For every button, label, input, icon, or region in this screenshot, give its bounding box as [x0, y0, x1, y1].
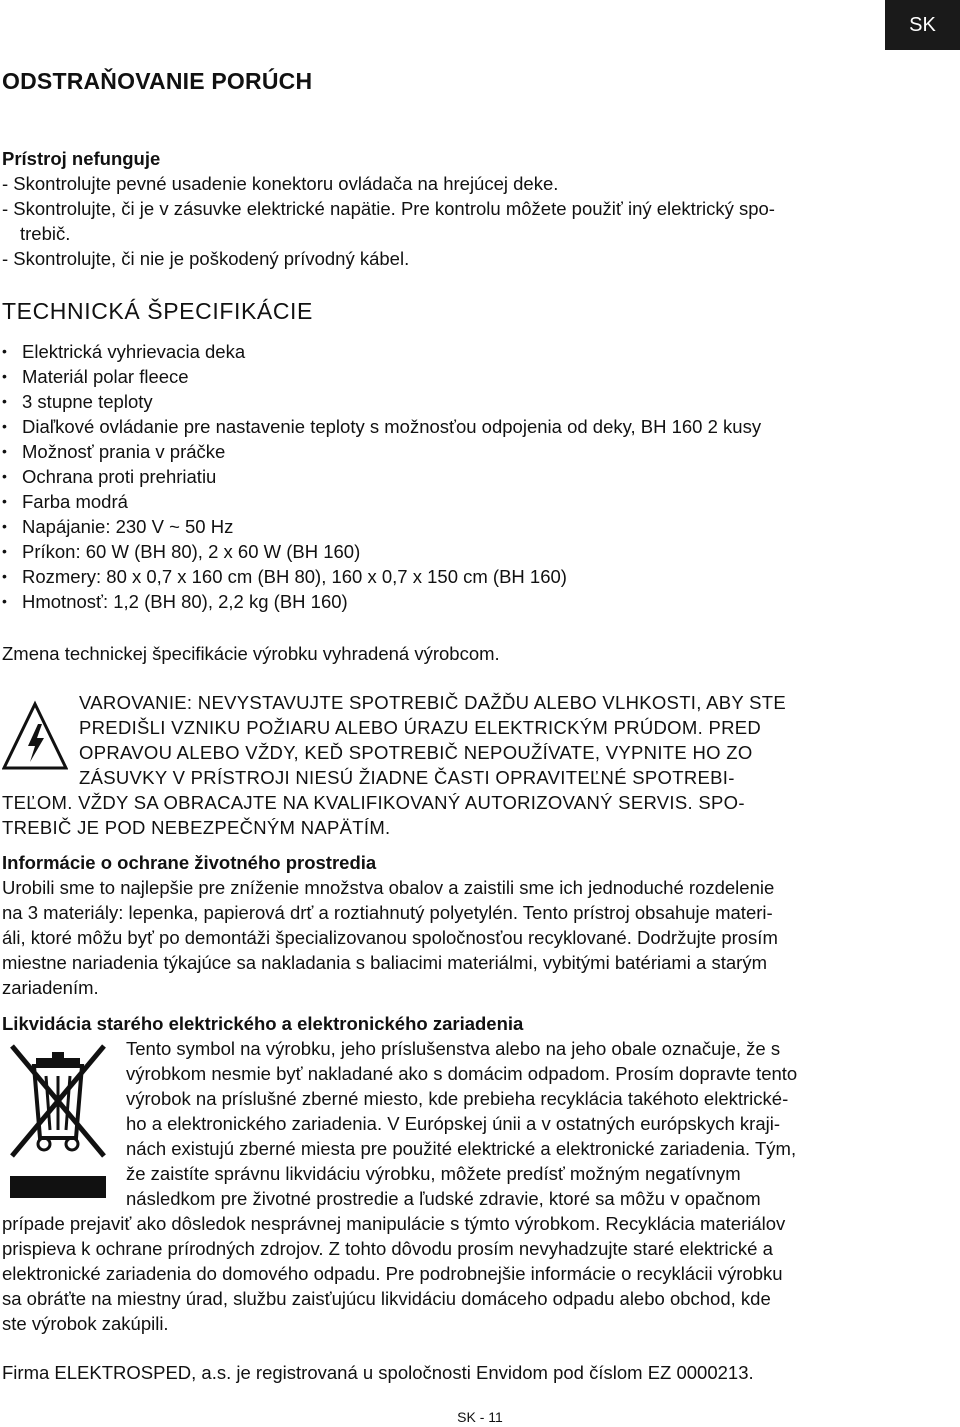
disposal-line: Tento symbol na výrobku, jeho príslušenstva alebo na jeho obale označuje, že s: [126, 1038, 781, 1059]
spec-item: • 3 stupne teploty: [2, 389, 761, 414]
warning-line: TEĽOM. VŽDY SA OBRACAJTE NA KVALIFIKOVANÝ AUTORIZOVANÝ SERVIS. SPO-: [2, 792, 745, 813]
disposal-line: následkom pre životné prostredie a ľudské zdravie, ktoré sa môžu v opačnom: [126, 1188, 761, 1209]
environment-line: Urobili sme to najlepšie pre zníženie množstva obalov a zaistili sme ich jednoduché rozdelenie: [2, 877, 775, 898]
troubleshooting-line: trebič.: [20, 223, 71, 244]
spec-item: • Rozmery: 80 x 0,7 x 160 cm (BH 80), 160 x 0,7 x 150 cm (BH 160): [2, 564, 761, 589]
spec-item: • Ochrana proti prehriatiu: [2, 464, 761, 489]
spec-item: • Diaľkové ovládanie pre nastavenie teploty s možnosťou odpojenia od deky, BH 160 2 kusy: [2, 414, 761, 439]
disposal-line: výrobkom nesmie byť nakladané ako s domácim odpadom. Prosím dopravte tento: [126, 1063, 798, 1084]
warning-line: TREBIČ JE POD NEBEZPEČNÝM NAPÄTÍM.: [2, 817, 391, 838]
environment-line: na 3 materiály: lepenka, papierová drť a roztiahnutý polyetylén. Tento prístroj obsahuje materi-: [2, 902, 773, 923]
disposal-line: nách existujú zberné miesta pre použité elektrické a elektronické zariadenia. Tým,: [126, 1138, 797, 1159]
disposal-title: Likvidácia starého elektrického a elektronického zariadenia: [2, 1013, 524, 1034]
spec-item: • Materiál polar fleece: [2, 364, 761, 389]
page-number: SK - 11: [457, 1409, 503, 1425]
environment-title: Informácie o ochrane životného prostredia: [2, 852, 377, 873]
warning-line: ZÁSUVKY V PRÍSTROJI NIESÚ ŽIADNE ČASTI OPRAVITEĽNÉ SPOTREBI-: [79, 767, 735, 788]
environment-line: áli, ktoré môžu byť po demontáži špecializovanou spoločnosťou recyklované. Dodržujte prosím: [2, 927, 778, 948]
specs-note: Zmena technickej špecifikácie výrobku vyhradená výrobcom.: [2, 643, 500, 664]
warning-line: OPRAVOU ALEBO VŽDY, KEĎ SPOTREBIČ NEPOUŽÍVATE, VYPNITE HO ZO: [79, 742, 753, 763]
disposal-line: ho a elektronického zariadenia. V Európskej únii a v ostatných európskych kraji-: [126, 1113, 781, 1134]
warning-line: VAROVANIE: NEVYSTAVUJTE SPOTREBIČ DAŽĎU ALEBO VLHKOSTI, ABY STE: [79, 692, 787, 713]
environment-line: miestne nariadenia týkajúce sa nakladania s baliacimi materiálmi, vybitými batériami a starým: [2, 952, 767, 973]
spec-item: • Elektrická vyhrievacia deka: [2, 339, 761, 364]
spec-item: • Možnosť prania v práčke: [2, 439, 761, 464]
troubleshooting-subtitle: Prístroj nefunguje: [2, 148, 161, 169]
environment-line: zariadením.: [2, 977, 99, 998]
troubleshooting-line: - Skontrolujte, či je v zásuvke elektrické napätie. Pre kontrolu môžete použiť iný elektrický spo-: [2, 198, 775, 219]
spec-item: • Napájanie: 230 V ~ 50 Hz: [2, 514, 761, 539]
troubleshooting-title: ODSTRAŇOVANIE PORÚCH: [2, 68, 313, 94]
warning-line: PREDIŠLI VZNIKU POŽIARU ALEBO ÚRAZU ELEKTRICKÝM PRÚDOM. PRED: [79, 717, 762, 738]
language-tab: SK: [885, 0, 960, 50]
spec-item: • Hmotnosť: 1,2 (BH 80), 2,2 kg (BH 160): [2, 589, 761, 614]
crossed-out-wheelie-bin-icon: [8, 1040, 108, 1200]
troubleshooting-line: - Skontrolujte pevné usadenie konektoru ovládača na hrejúcej deke.: [2, 173, 559, 194]
disposal-line: že zaistíte správnu likvidáciu výrobku, môžete predísť možným negatívnym: [126, 1163, 741, 1184]
disposal-line: výrobok na príslušné zberné miesto, kde prebieha recyklácia takéhoto elektrické-: [126, 1088, 789, 1109]
spec-item: • Farba modrá: [2, 489, 761, 514]
electric-shock-warning-icon: [2, 700, 68, 772]
specs-list: [2, 339, 761, 614]
disposal-line: sa obráťte na miestny úrad, službu zaisťujúcu likvidáciu domáceho odpadu alebo obchod, kde: [2, 1288, 771, 1309]
disposal-line: elektronické zariadenia do domového odpadu. Pre podrobnejšie informácie o recyklácii výrobku: [2, 1263, 783, 1284]
specs-title: TECHNICKÁ ŠPECIFIKÁCIE: [2, 298, 313, 324]
disposal-line: ste výrobok zakúpili.: [2, 1313, 169, 1334]
registration-note: Firma ELEKTROSPED, a.s. je registrovaná u spoločnosti Envidom pod číslom EZ 0000213.: [2, 1362, 754, 1383]
disposal-line: prípade prejaviť ako dôsledok nesprávnej manipulácie s týmto výrobkom. Recyklácia materiálov: [2, 1213, 786, 1234]
troubleshooting-line: - Skontrolujte, či nie je poškodený prívodný kábel.: [2, 248, 410, 269]
disposal-line: prispieva k ochrane prírodných zdrojov. Z tohto dôvodu prosím nevyhadzujte staré elektrické a: [2, 1238, 773, 1259]
spec-item: • Príkon: 60 W (BH 80), 2 x 60 W (BH 160): [2, 539, 761, 564]
